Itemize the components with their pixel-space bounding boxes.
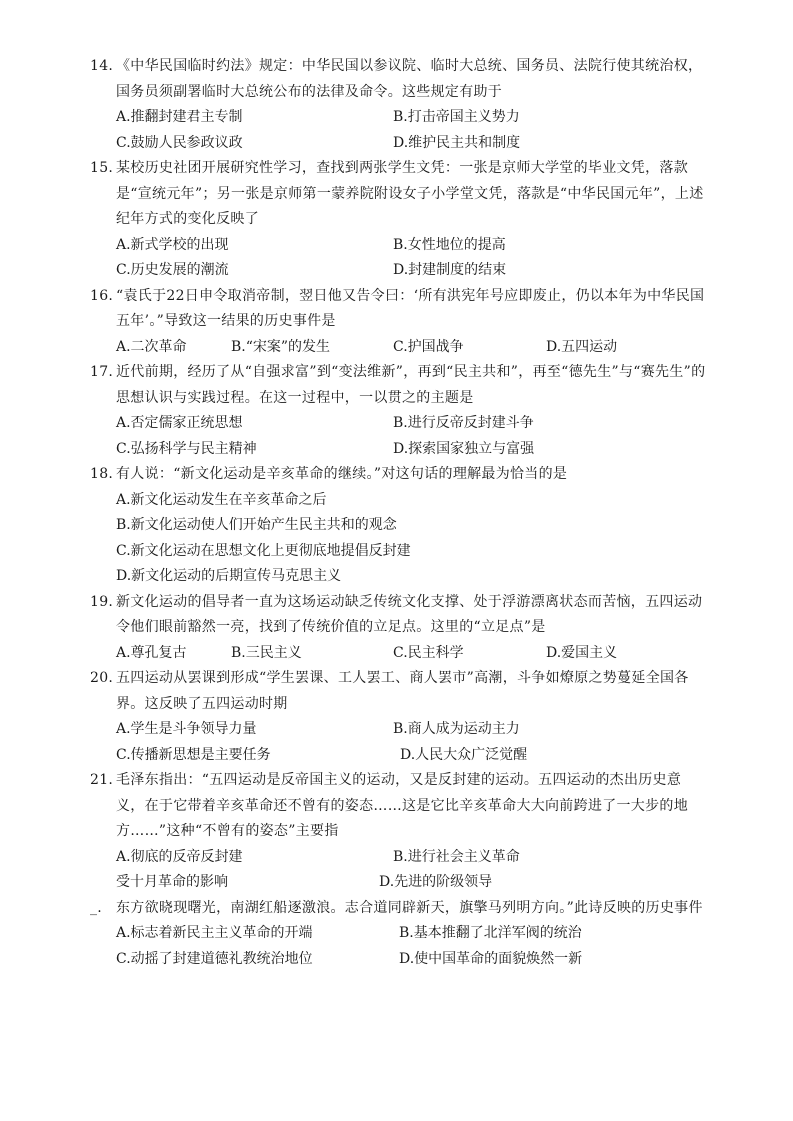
options-row bbox=[0, 717, 793, 743]
option-b[interactable]: B.打击帝国主义势力 bbox=[393, 109, 520, 125]
question-text: “袁氏于22日申令取消帝制，翌日他又告令曰：‘所有洪宪年号应即废止，仍以本年为中华民国五年’。”导致这一结果的历史事件是 bbox=[116, 287, 705, 329]
question-22 bbox=[0, 896, 793, 973]
question-16 bbox=[0, 284, 793, 361]
question-number: 18. bbox=[90, 466, 114, 482]
question-text: 近代前期，经历了从“自强求富”到“变法维新”，再到“民主共和”，再至“德先生”与“赛先生”的思想认识与实践过程。在这一过程中，一以贯之的主题是 bbox=[116, 364, 706, 406]
option-d[interactable]: D.人民大众广泛觉醒 bbox=[400, 746, 528, 763]
option-d[interactable]: D.五四运动 bbox=[546, 338, 618, 355]
options-row bbox=[0, 105, 793, 131]
question-number: 21. bbox=[90, 772, 114, 788]
option-d[interactable]: D.探索国家独立与富强 bbox=[393, 440, 535, 457]
options-row bbox=[0, 437, 793, 463]
options-row bbox=[0, 131, 793, 157]
question-text: 《中华民国临时约法》规定：中华民国以参议院、临时大总统、国务员、法院行使其统治权，国务员须副署临时大总统公布的法律及命令。这些规定有助于 bbox=[116, 58, 703, 100]
option-b[interactable]: B.女性地位的提高 bbox=[393, 236, 506, 253]
question-text: 东方欲晓现曙光，南湖红船逐激浪。志合道同辟新天，旗擎马列明方向。”此诗反映的历史事件 bbox=[116, 899, 703, 916]
question-stem bbox=[0, 360, 793, 411]
options-row bbox=[0, 513, 793, 539]
option-c[interactable]: C.传播新思想是主要任务 bbox=[116, 746, 271, 763]
option-c[interactable]: C.民主科学 bbox=[393, 644, 464, 661]
option-a[interactable]: A.新文化运动发生在辛亥革命之后 bbox=[116, 491, 327, 508]
option-b[interactable]: B.三民主义 bbox=[231, 644, 302, 661]
options-row bbox=[0, 641, 793, 667]
options-row bbox=[0, 921, 793, 947]
question-stem bbox=[0, 156, 793, 233]
option-b[interactable]: B.新文化运动使人们开始产生民主共和的观念 bbox=[116, 517, 397, 533]
question-21 bbox=[0, 768, 793, 896]
options-row bbox=[0, 743, 793, 769]
options-row bbox=[0, 233, 793, 259]
option-b[interactable]: B.商人成为运动主力 bbox=[393, 721, 520, 737]
question-text: 有人说：“新文化运动是辛亥革命的继续。”对这句话的理解最为恰当的是 bbox=[116, 466, 568, 482]
question-stem bbox=[0, 666, 793, 717]
option-a[interactable]: A.学生是斗争领导力量 bbox=[116, 721, 257, 737]
question-number: 17. bbox=[90, 364, 114, 380]
option-d[interactable]: D.爱国主义 bbox=[546, 644, 618, 661]
question-18 bbox=[0, 462, 793, 590]
question-stem bbox=[0, 284, 793, 335]
option-c[interactable]: C.新文化运动在思想文化上更彻底地提倡反封建 bbox=[116, 542, 411, 559]
option-b[interactable]: B.进行反帝反封建斗争 bbox=[393, 415, 534, 431]
option-b[interactable]: B.“宋案”的发生 bbox=[231, 338, 331, 355]
question-15 bbox=[0, 156, 793, 284]
option-d[interactable]: D.封建制度的结束 bbox=[393, 262, 507, 278]
option-b[interactable]: B.进行社会主义革命 bbox=[393, 848, 520, 865]
options-row bbox=[0, 411, 793, 437]
question-stem bbox=[0, 462, 793, 488]
option-c[interactable]: C.弘扬科学与民主精神 bbox=[116, 440, 257, 457]
question-20 bbox=[0, 666, 793, 768]
question-text: 五四运动从罢课到形成“学生罢课、工人罢工、商人罢市”高潮，斗争如燎原之势蔓延全国各界。这反映了五四运动时期 bbox=[116, 670, 689, 712]
option-c[interactable]: C.鼓励人民参政议政 bbox=[116, 134, 243, 151]
option-b[interactable]: B.基本推翻了北洋军阀的统治 bbox=[399, 925, 582, 941]
option-d[interactable]: D.新文化运动的后期宣传马克思主义 bbox=[116, 568, 342, 584]
options-row bbox=[0, 335, 793, 361]
options-row bbox=[0, 488, 793, 514]
options-row bbox=[0, 258, 793, 284]
options-row bbox=[0, 947, 793, 973]
option-a[interactable]: A.标志着新民主主义革命的开端 bbox=[116, 925, 313, 941]
option-c[interactable]: C.历史发展的潮流 bbox=[116, 262, 229, 278]
question-number: 15. bbox=[90, 160, 114, 176]
option-a[interactable]: A.否定儒家正统思想 bbox=[116, 415, 243, 431]
question-14 bbox=[0, 54, 793, 156]
option-d[interactable]: D.先进的阶级领导 bbox=[379, 874, 493, 890]
question-stem bbox=[0, 54, 793, 105]
question-text: 某校历史社团开展研究性学习，查找到两张学生文凭：一张是京师大学堂的毕业文凭，落款是“宣统元年”；另一张是京师第一蒙养院附设女子小学堂文凭，落款是“中华民国元年”，上述纪年方式的变化反映了 bbox=[116, 160, 704, 227]
option-c[interactable]: 受十月革命的影响 bbox=[116, 874, 228, 890]
question-number: 20. bbox=[90, 670, 114, 686]
options-row bbox=[0, 845, 793, 871]
question-number: _. bbox=[90, 899, 103, 916]
option-a[interactable]: A.新式学校的出现 bbox=[116, 236, 229, 253]
option-a[interactable]: A.彻底的反帝反封建 bbox=[116, 848, 243, 865]
option-a[interactable]: A.尊孔复古 bbox=[116, 644, 187, 661]
question-number: 16. bbox=[90, 287, 114, 304]
option-a[interactable]: A.推翻封建君主专制 bbox=[116, 109, 243, 125]
question-19 bbox=[0, 590, 793, 667]
question-number: 19. bbox=[90, 593, 114, 610]
question-stem bbox=[0, 768, 793, 845]
question-text: 新文化运动的倡导者一直为这场运动缺乏传统文化支撑、处于浮游漂离状态而苦恼，五四运动令他们眼前豁然一亮，找到了传统价值的立足点。这里的“立足点”是 bbox=[116, 593, 703, 635]
option-d[interactable]: D.使中国革命的面貌焕然一新 bbox=[399, 950, 583, 967]
option-d[interactable]: D.维护民主共和制度 bbox=[393, 134, 521, 151]
options-row bbox=[0, 870, 793, 896]
options-row bbox=[0, 564, 793, 590]
question-stem bbox=[0, 590, 793, 641]
question-text: 毛泽东指出：“五四运动是反帝国主义的运动，又是反封建的运动。五四运动的杰出历史意义，在于它带着辛亥革命还不曾有的姿态……这是它比辛亥革命大大向前跨进了一大步的地方……”这种“不曾有的姿态”主要指 bbox=[116, 772, 688, 839]
question-number: 14. bbox=[90, 58, 114, 74]
question-stem bbox=[0, 896, 793, 922]
question-17 bbox=[0, 360, 793, 462]
options-row bbox=[0, 539, 793, 565]
option-c[interactable]: C.护国战争 bbox=[393, 338, 464, 355]
option-c[interactable]: C.动摇了封建道德礼教统治地位 bbox=[116, 950, 313, 967]
option-a[interactable]: A.二次革命 bbox=[116, 338, 187, 355]
exam-page bbox=[0, 54, 793, 972]
